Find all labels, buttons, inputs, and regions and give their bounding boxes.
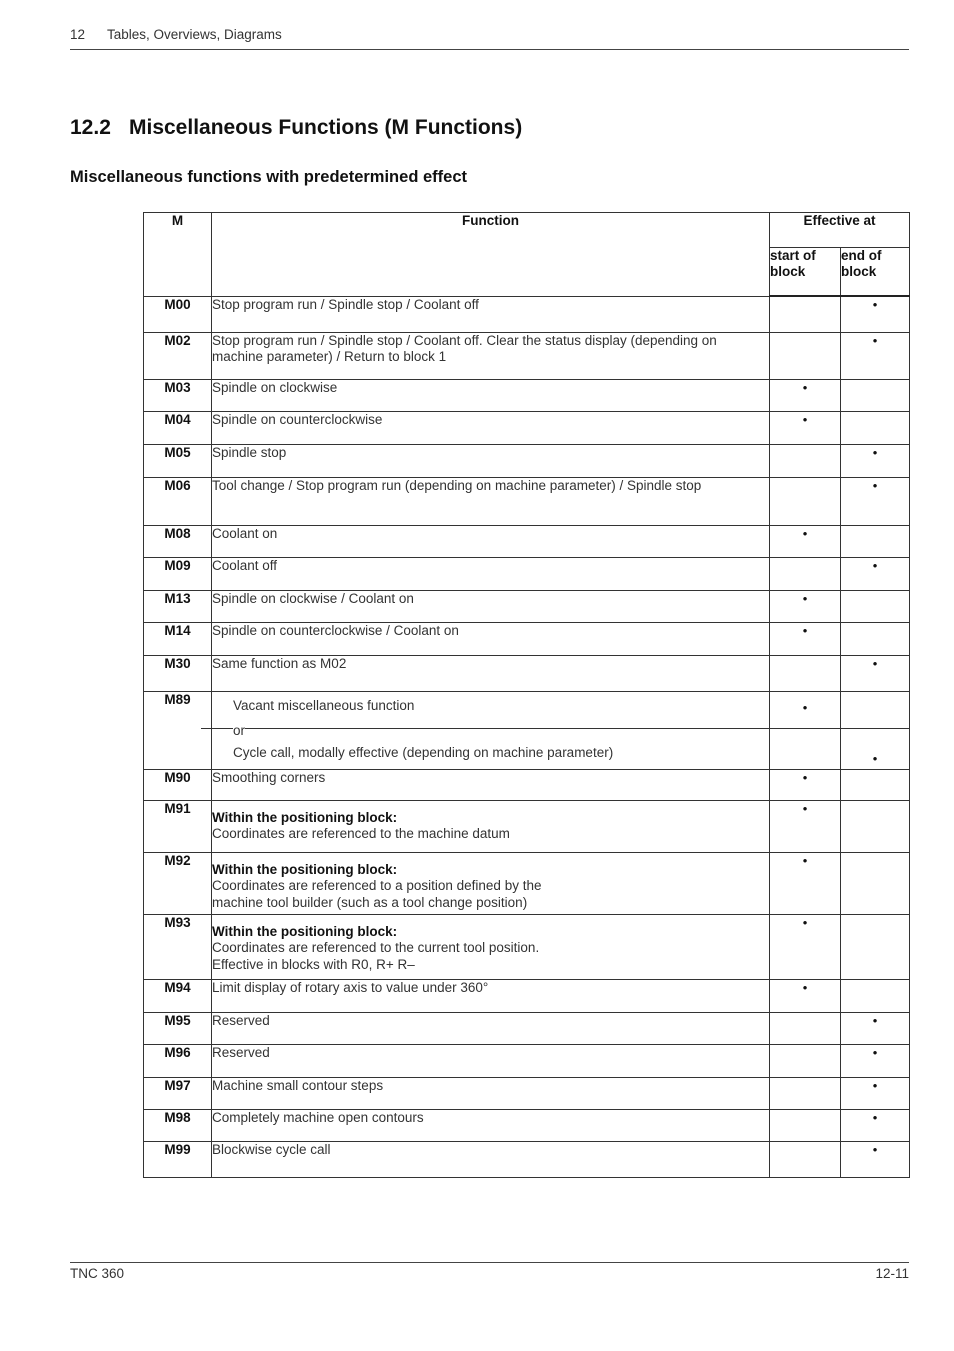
start-of-block-cell [770, 477, 841, 525]
header-end-of-block: end of block [841, 248, 910, 297]
end-of-block-cell [841, 914, 910, 979]
function-cell [212, 979, 770, 1012]
function-cell [212, 477, 770, 525]
bullet-mark: • [802, 590, 808, 606]
function-lead: Within the positioning block: [212, 861, 398, 877]
table-row [144, 557, 910, 590]
start-of-block-cell [770, 769, 841, 800]
end-of-block-cell [841, 979, 910, 1012]
function-text: Tool change / Stop program run (depending on machine parameter) / Spindle stop [212, 477, 702, 493]
start-of-block-cell [770, 444, 841, 477]
end-of-block-cell [841, 769, 910, 800]
function-cell [212, 379, 770, 411]
m-code: M14 [144, 622, 212, 655]
m-code: M89 [144, 691, 212, 769]
m-code: M30 [144, 655, 212, 691]
bullet-mark: • [802, 769, 808, 785]
header-start-of-block: start of block [770, 248, 841, 297]
end-of-block-cell [841, 411, 910, 444]
end-of-block-cell [841, 332, 910, 379]
chapter-number: 12 [70, 27, 86, 42]
m-code: M97 [144, 1077, 212, 1109]
chapter-title: Tables, Overviews, Diagrams [107, 27, 282, 42]
end-of-block-cell [841, 296, 910, 332]
m-code: M05 [144, 444, 212, 477]
table-row [144, 525, 910, 557]
bullet-mark: • [802, 979, 808, 995]
table-row [144, 655, 910, 691]
table-body-b [144, 769, 910, 1177]
header-effective-at: Effective at [770, 213, 910, 248]
start-of-block-cell [770, 1012, 841, 1044]
m-code: M00 [144, 296, 212, 332]
bullet-mark: • [802, 622, 808, 638]
table-body-a [144, 296, 910, 691]
m-code: M98 [144, 1109, 212, 1141]
function-text: Limit display of rotary axis to value under 360° [212, 979, 489, 995]
table-row [144, 852, 910, 914]
end-of-block-cell [841, 1044, 910, 1077]
function-lead: Within the positioning block: [212, 809, 398, 825]
function-text: Stop program run / Spindle stop / Coolant off [212, 296, 479, 312]
m-code: M08 [144, 525, 212, 557]
table-row [144, 800, 910, 852]
bullet-mark: • [802, 379, 808, 395]
table-row [144, 332, 910, 379]
bullet-mark: • [872, 1109, 878, 1125]
function-cell [212, 332, 770, 379]
function-cell [212, 800, 770, 852]
m-code: M03 [144, 379, 212, 411]
function-cell [212, 914, 770, 979]
product-name: TNC 360 [70, 1266, 125, 1281]
table-row [144, 411, 910, 444]
function-text: Cycle call, modally effective (depending on machine parameter) [233, 744, 614, 760]
function-text: Vacant miscellaneous function [233, 697, 415, 713]
function-cell [212, 525, 770, 557]
start-of-block-cell [770, 655, 841, 691]
function-text: Spindle on clockwise [212, 379, 338, 395]
bullet-mark: • [872, 1012, 878, 1028]
page-number: 12-11 [875, 1266, 909, 1281]
bullet-mark: • [872, 557, 878, 573]
m-code: M06 [144, 477, 212, 525]
function-text: Coordinates are referenced to a position defined by the [212, 878, 542, 893]
end-of-block-cell [841, 379, 910, 411]
bullet-mark: • [802, 525, 808, 541]
m-code: M09 [144, 557, 212, 590]
function-cell [212, 557, 770, 590]
m-code: M91 [144, 800, 212, 852]
page-footer [70, 1262, 909, 1281]
table-row [144, 769, 910, 800]
m-code: M99 [144, 1141, 212, 1177]
section-title [70, 116, 522, 140]
function-cell [212, 1012, 770, 1044]
table-row [144, 979, 910, 1012]
table-row [144, 1044, 910, 1077]
function-lead: Within the positioning block: [212, 923, 398, 939]
function-text: Coordinates are referenced to the machine datum [212, 826, 510, 841]
m-code: M02 [144, 332, 212, 379]
bullet-mark: • [802, 699, 808, 715]
function-cell [212, 852, 770, 914]
function-cell [212, 769, 770, 800]
start-of-block-cell [770, 296, 841, 332]
start-of-block-cell [770, 1077, 841, 1109]
section-title-text: Miscellaneous Functions (M Functions) [129, 116, 523, 139]
table-row [144, 590, 910, 622]
header-m: M [144, 213, 212, 297]
table-row [144, 1141, 910, 1177]
start-of-block-cell [770, 1109, 841, 1141]
function-cell [212, 1141, 770, 1177]
start-of-block-cell [770, 914, 841, 979]
table-row [144, 1012, 910, 1044]
function-cell [212, 296, 770, 332]
end-of-block-cell [841, 1077, 910, 1109]
bullet-mark: • [872, 655, 878, 671]
bullet-mark: • [872, 750, 878, 766]
end-of-block-cell [841, 444, 910, 477]
function-text: Spindle on clockwise / Coolant on [212, 590, 414, 606]
function-text: Coolant off [212, 557, 278, 573]
m-code: M90 [144, 769, 212, 800]
function-text: Coordinates are referenced to the current tool position. [212, 940, 540, 955]
bullet-mark: • [802, 914, 808, 930]
bullet-mark: • [802, 411, 808, 427]
m-code: M93 [144, 914, 212, 979]
bullet-mark: • [872, 332, 878, 348]
bullet-mark: • [872, 297, 878, 312]
function-cell [212, 411, 770, 444]
running-head [70, 27, 909, 50]
start-of-block-cell [770, 852, 841, 914]
subsection-title: Miscellaneous functions with predetermined effect [70, 168, 467, 186]
m-code: M94 [144, 979, 212, 1012]
function-text: Spindle stop [212, 444, 287, 460]
function-cell [212, 1077, 770, 1109]
header-function: Function [212, 213, 770, 297]
function-cell [212, 691, 770, 769]
function-text: Same function as M02 [212, 655, 347, 671]
bullet-mark: • [872, 1141, 878, 1157]
function-text: Coolant on [212, 525, 278, 541]
start-of-block-cell [770, 590, 841, 622]
m-code: M96 [144, 1044, 212, 1077]
m-code: M04 [144, 411, 212, 444]
function-text: Blockwise cycle call [212, 1141, 331, 1157]
m-code: M13 [144, 590, 212, 622]
table-body-m89 [144, 691, 910, 769]
bullet-mark: • [802, 852, 808, 868]
start-of-block-cell [770, 525, 841, 557]
function-text: machine tool builder (such as a tool change position) [212, 894, 528, 910]
function-cell [212, 655, 770, 691]
start-of-block-cell [770, 1141, 841, 1177]
or-label: or [233, 722, 246, 738]
function-cell [212, 444, 770, 477]
end-of-block-cell [841, 655, 910, 691]
function-cell [212, 1044, 770, 1077]
start-of-block-cell [770, 332, 841, 379]
table-row [144, 622, 910, 655]
end-of-block-cell [841, 622, 910, 655]
end-of-block-cell [841, 1141, 910, 1177]
function-text: Effective in blocks with R0, R+ R– [212, 956, 415, 972]
start-of-block-cell [770, 979, 841, 1012]
start-of-block-cell [770, 411, 841, 444]
end-of-block-cell [841, 1012, 910, 1044]
bullet-mark: • [872, 477, 878, 493]
start-of-block-cell [770, 1044, 841, 1077]
function-cell [212, 622, 770, 655]
end-of-block-cell [841, 1109, 910, 1141]
function-cell [212, 1109, 770, 1141]
m-functions-table [143, 212, 910, 1178]
function-text: Reserved [212, 1012, 270, 1028]
function-text: Smoothing corners [212, 769, 326, 785]
table-row [144, 444, 910, 477]
end-of-block-cell [841, 691, 910, 769]
table-row [144, 379, 910, 411]
function-cell [212, 590, 770, 622]
end-of-block-cell [841, 477, 910, 525]
function-text: Machine small contour steps [212, 1077, 384, 1093]
end-of-block-cell [841, 852, 910, 914]
table-row [144, 691, 910, 769]
bullet-mark: • [872, 1044, 878, 1060]
table-row [144, 1077, 910, 1109]
section-number: 12.2 [70, 116, 111, 139]
start-of-block-cell [770, 557, 841, 590]
function-text: Stop program run / Spindle stop / Coolant off. Clear the status display (depending on machine parameter) / Return to block 1 [212, 332, 717, 364]
table-row [144, 914, 910, 979]
function-text: Spindle on counterclockwise / Coolant on [212, 622, 459, 638]
end-of-block-cell [841, 557, 910, 590]
m-code: M92 [144, 852, 212, 914]
start-of-block-cell [770, 622, 841, 655]
start-of-block-cell [770, 691, 841, 769]
table-row [144, 1109, 910, 1141]
bullet-mark: • [872, 444, 878, 460]
start-of-block-cell [770, 800, 841, 852]
end-of-block-cell [841, 590, 910, 622]
function-text: Reserved [212, 1044, 270, 1060]
table-row [144, 477, 910, 525]
end-of-block-cell [841, 800, 910, 852]
bullet-mark: • [872, 1077, 878, 1093]
end-of-block-cell [841, 525, 910, 557]
table-row [144, 296, 910, 332]
start-of-block-cell [770, 379, 841, 411]
m-code: M95 [144, 1012, 212, 1044]
bullet-mark: • [802, 800, 808, 816]
function-text: Completely machine open contours [212, 1109, 424, 1125]
function-text: Spindle on counterclockwise [212, 411, 383, 427]
